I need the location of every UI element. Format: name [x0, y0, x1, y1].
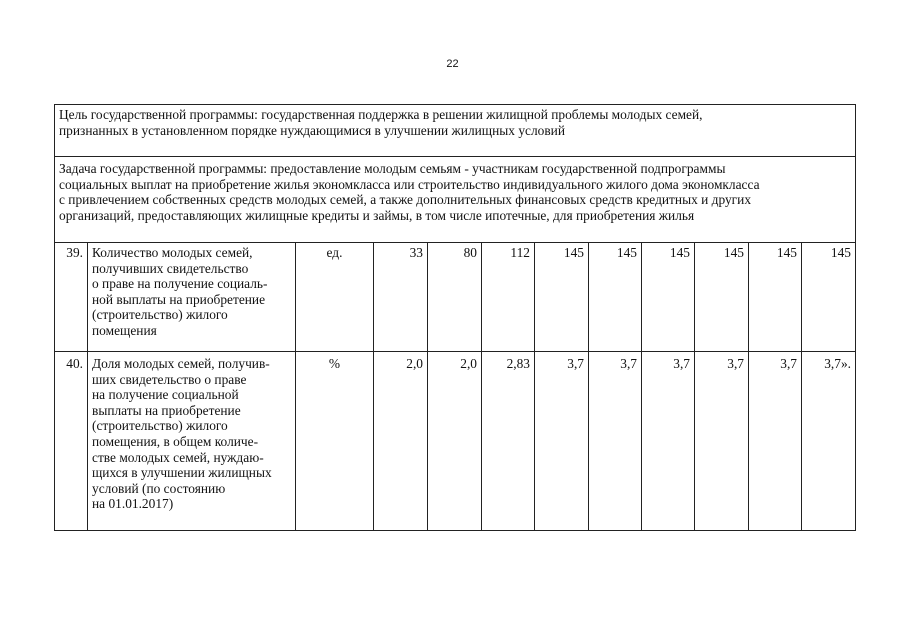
- program-task-line: организаций, предоставляющих жилищные кредиты и займы, в том числе ипотечные, для приобретения жилья: [59, 207, 695, 223]
- indicator-name-line: о праве на получение социаль-: [92, 276, 268, 292]
- value-cell: 145: [642, 243, 695, 352]
- indicator-name-line: щихся в улучшении жилищных: [92, 465, 272, 481]
- indicator-name-line: помещения: [92, 322, 157, 338]
- value-cell: 145: [589, 243, 642, 352]
- value-cell: 112: [482, 243, 535, 352]
- indicator-name-line: на получение социальной: [92, 387, 239, 403]
- value-cell: 3,7: [535, 352, 589, 531]
- value-cell: 145: [535, 243, 589, 352]
- program-goal-line: Цель государственной программы: государственная поддержка в решении жилищной проблемы молодых семей,: [59, 107, 703, 122]
- program-task-line: социальных выплат на приобретение жилья экономкласса или строительство индивидуального жилого дома экономкласса: [59, 176, 760, 192]
- indicator-name-line: стве молодых семей, нуждаю-: [92, 449, 264, 465]
- value-cell: 33: [374, 243, 428, 352]
- program-goal-cell: [55, 105, 856, 157]
- indicator-name-line: помещения, в общем количе-: [92, 433, 259, 449]
- unit-cell: %: [296, 352, 374, 531]
- value-cell: 80: [428, 243, 482, 352]
- program-task-cell: [55, 157, 856, 243]
- indicator-name-line: выплаты на приобретение: [92, 402, 241, 418]
- indicator-name-line: (строительство) жилого: [92, 307, 228, 323]
- value-cell: 3,7: [749, 352, 802, 531]
- page-number: 22: [446, 58, 459, 70]
- program-task-line: с привлечением собственных средств молодых семей, а также дополнительных финансовых средств кредитных и других: [59, 192, 752, 208]
- unit-cell: ед.: [296, 243, 374, 352]
- indicator-name-line: на 01.01.2017): [92, 496, 174, 512]
- value-cell: 145: [802, 243, 856, 352]
- value-cell: 2,83: [482, 352, 535, 531]
- program-indicators-table: [54, 104, 856, 531]
- value-cell: 3,7: [589, 352, 642, 531]
- indicator-name-line: (строительство) жилого: [92, 418, 228, 434]
- value-cell: 3,7: [695, 352, 749, 531]
- value-cell: 3,7».: [802, 352, 856, 531]
- value-cell: 2,0: [428, 352, 482, 531]
- value-cell: 3,7: [642, 352, 695, 531]
- value-cell: 145: [695, 243, 749, 352]
- value-cell: 2,0: [374, 352, 428, 531]
- program-goal-line: признанных в установленном порядке нуждающимися в улучшении жилищных условий: [59, 122, 565, 138]
- goal-row: [55, 105, 856, 157]
- value-cell: 145: [749, 243, 802, 352]
- indicator-name-line: ной выплаты на приобретение: [92, 291, 266, 307]
- indicator-name: [88, 352, 296, 531]
- row-number: 39.: [55, 243, 88, 352]
- indicator-name-line: условий (по состоянию: [92, 480, 226, 496]
- indicator-name-line: получивших свидетельство: [92, 260, 249, 276]
- table-row: [55, 352, 856, 531]
- task-row: [55, 157, 856, 243]
- row-number: 40.: [55, 352, 88, 531]
- indicator-name-line: Количество молодых семей,: [92, 245, 253, 260]
- indicator-name-line: ших свидетельство о праве: [92, 371, 247, 387]
- indicator-name-line: Доля молодых семей, получив-: [92, 356, 270, 371]
- table-row: [55, 243, 856, 352]
- program-task-line: Задача государственной программы: предоставление молодым семьям - участникам государственной подпрограммы: [59, 161, 726, 176]
- indicator-name: [88, 243, 296, 352]
